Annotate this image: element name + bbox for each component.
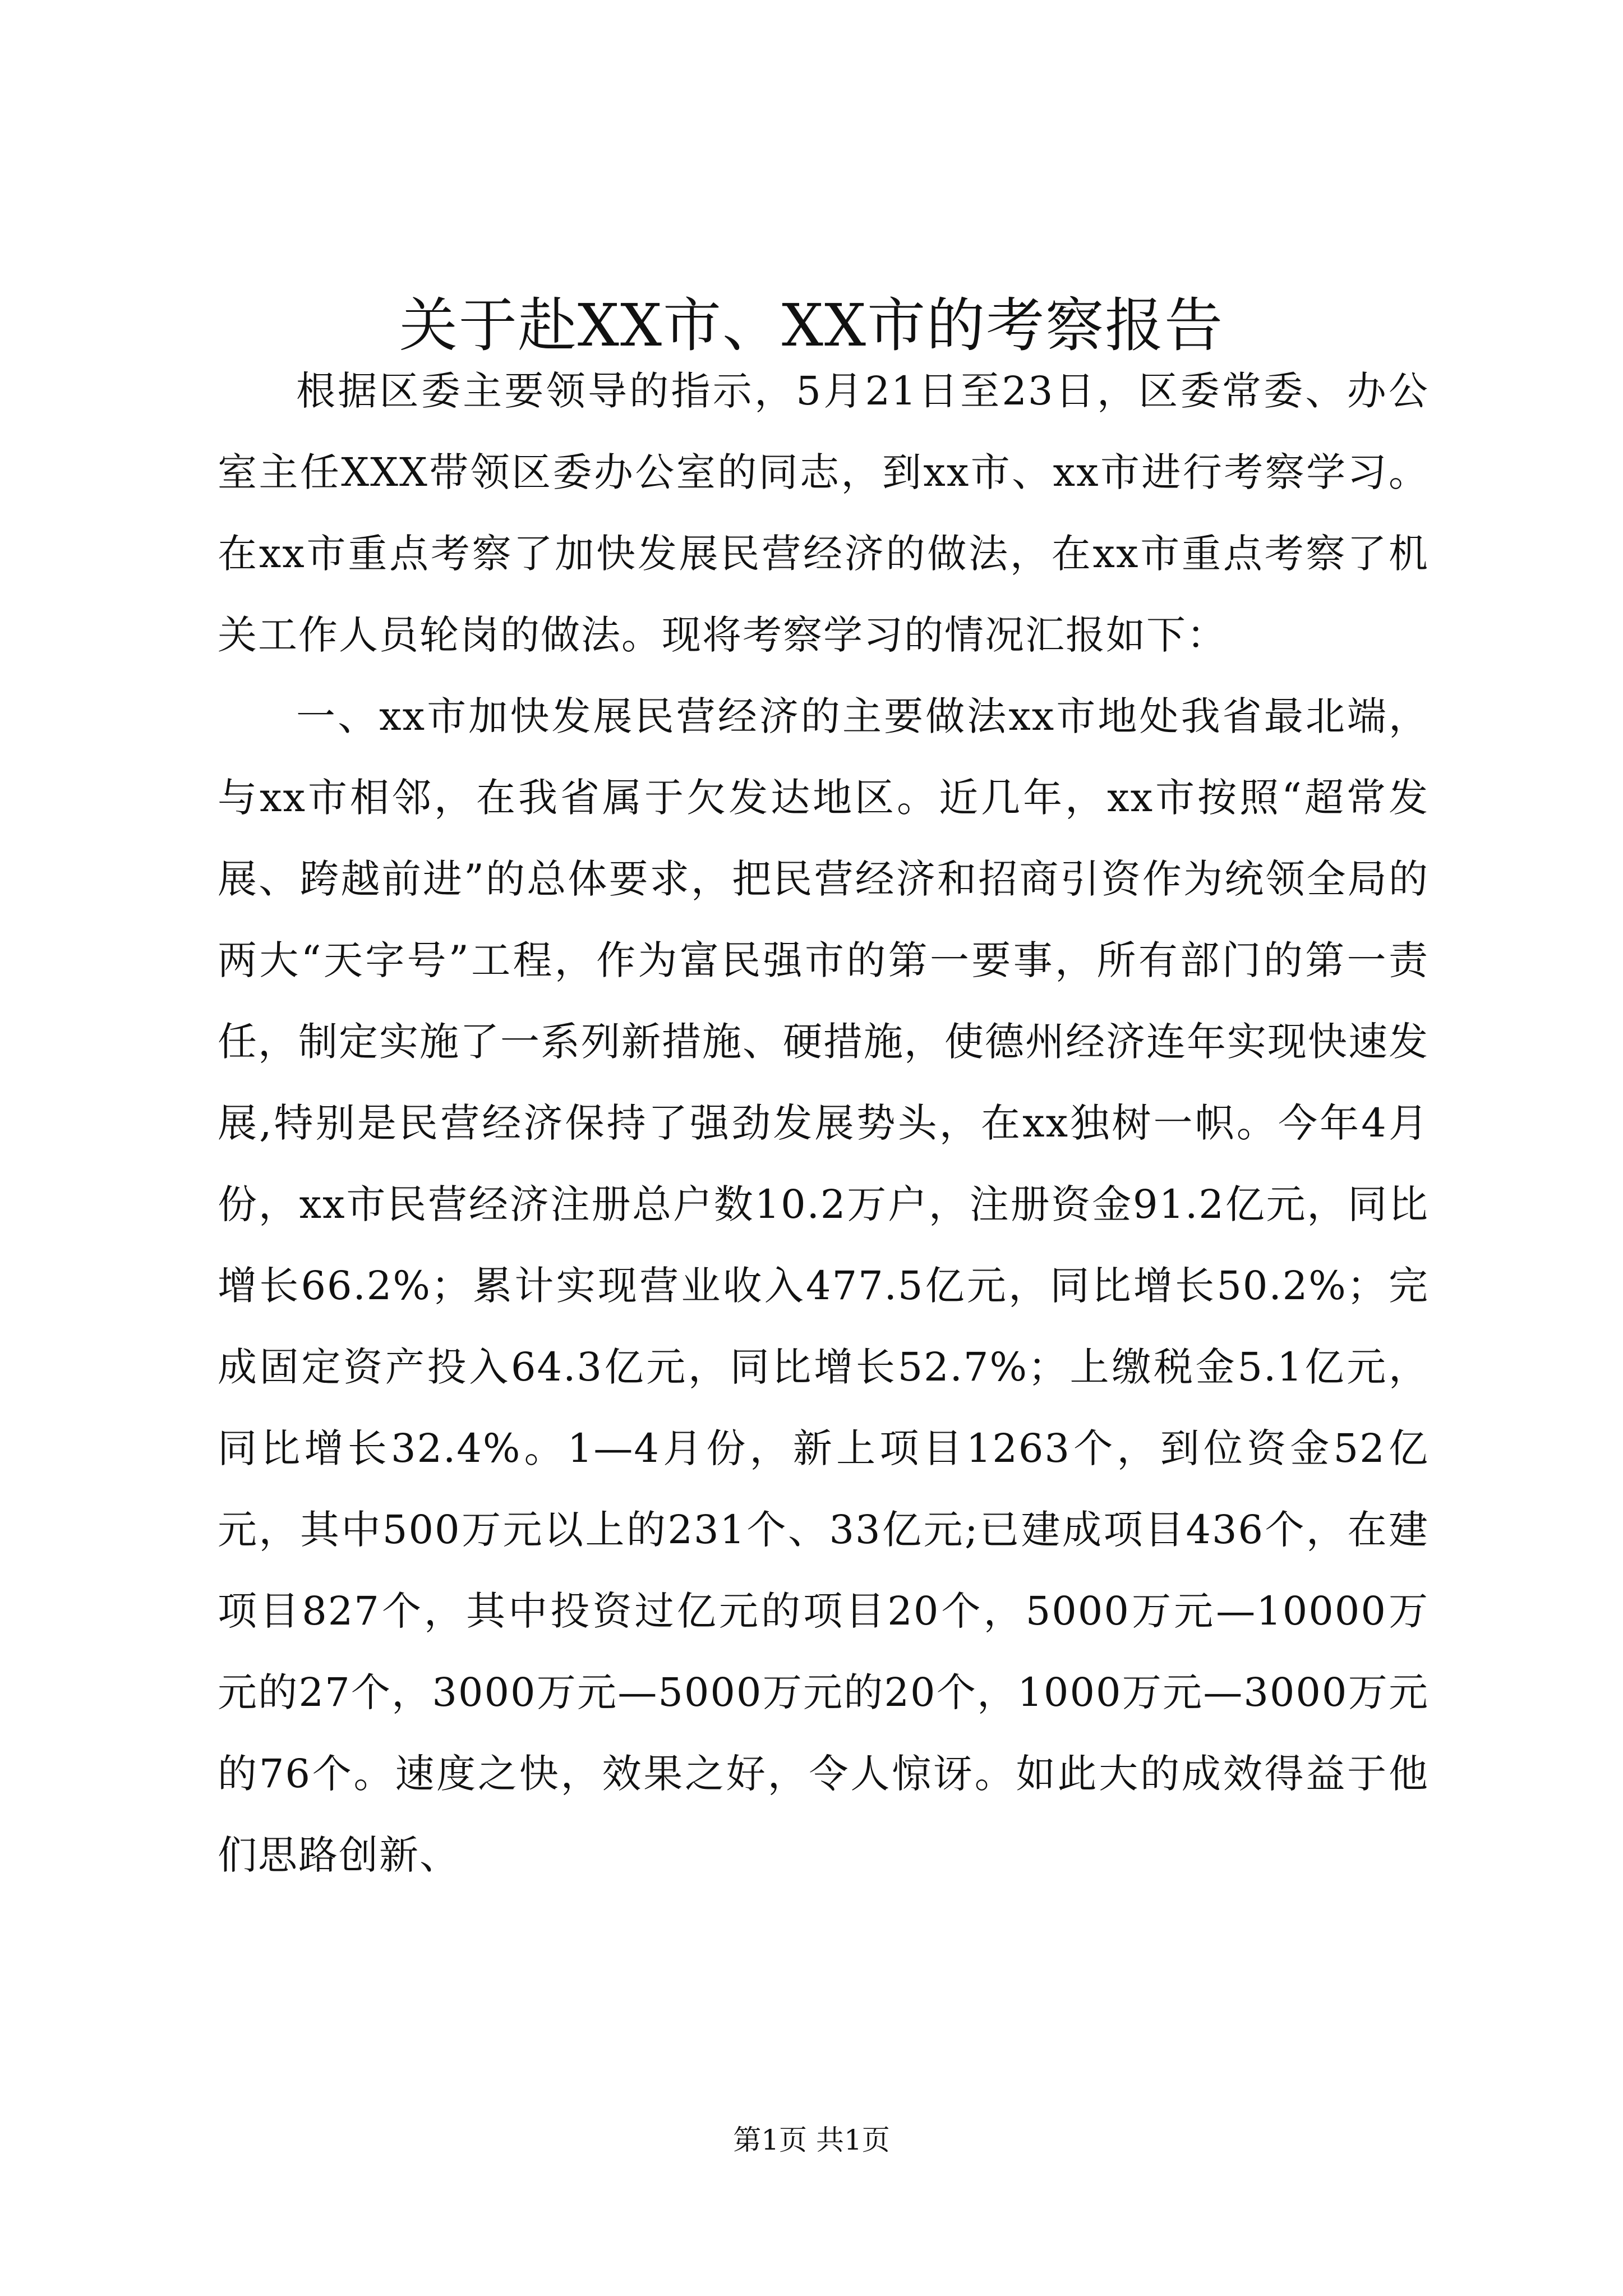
- paragraph-intro: 根据区委主要领导的指示，5月21日至23日，区委常委、办公室主任XXX带领区委办公室的同志，到xx市、xx市进行考察学习。在xx市重点考察了加快发展民营经济的做法，在xx市重点考察了机关工作人员轮岗的做法。现将考察学习的情况汇报如下：: [218, 368, 1429, 658]
- paragraph-section-1: 一、xx市加快发展民营经济的主要做法xx市地处我省最北端，与xx市相邻，在我省属于欠发达地区。近几年，xx市按照“超常发展、跨越前进”的总体要求，把民营经济和招商引资作为统领全局的两大“天字号”工程，作为富民强市的第一要事，所有部门的第一责任，制定实施了一系列新措施、硬措施，使德州经济连年实现快速发展,特别是民营经济保持了强劲发展势头，在xx独树一帜。今年4月份，xx市民营经济注册总户数10.2万户，注册资金91.2亿元，同比增长66.2%；累计实现营业收入477.5亿元，同比增长50.2%；完成固定资产投入64.3亿元，同比增长52.7%；上缴税金5.1亿元，同比增长32.4%。1—4月份，新上项目1263个，到位资金52亿元，其中500万元以上的231个、33亿元;已建成项目436个，在建项目827个，其中投资过亿元的项目20个，5000万元—10000万元的27个，3000万元—5000万元的20个，1000万元—3000万元的76个。速度之快，效果之好，令人惊讶。如此大的成效得益于他们思路创新、: [218, 693, 1429, 1878]
- document-body: [218, 351, 1429, 1896]
- page-footer: 第1页 共1页: [733, 2124, 890, 2156]
- document-title: 关于赴XX市、XX市的考察报告: [399, 291, 1224, 360]
